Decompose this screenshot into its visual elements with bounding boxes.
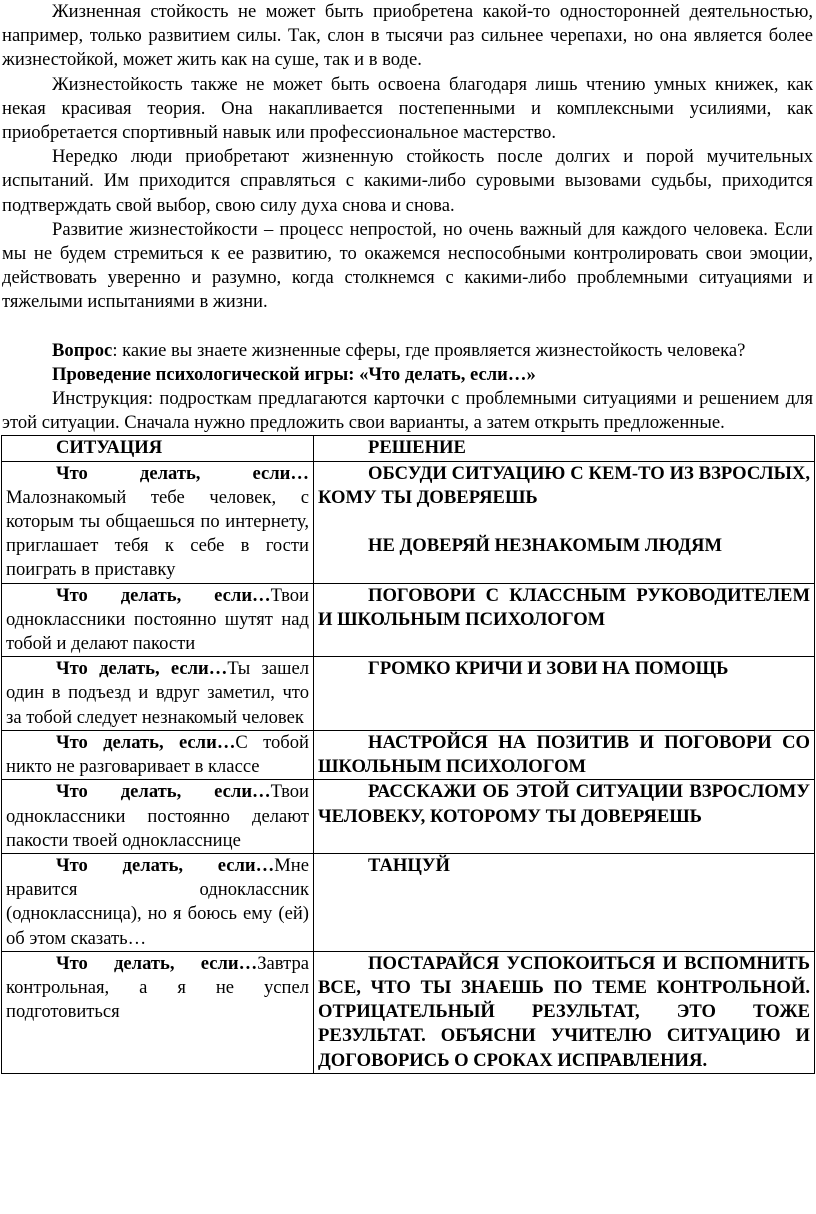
solution-cell: ПОСТАРАЙСЯ УСПОКОИТЬСЯ И ВСПОМНИТЬ ВСЕ, ЧТО ТЫ ЗНАЕШЬ ПО ТЕМЕ КОНТРОЛЬНОЙ. ОТРИЦАТЕЛЬНЫЙ РЕЗУЛЬТАТ, ЭТО ТОЖЕ РЕЗУЛЬТАТ. ОБЪЯСНИ УЧИТЕЛЮ СИТУАЦИЮ И ДОГОВОРИСЬ О СРОКАХ ИСПРАВЛЕНИЯ. (314, 951, 815, 1073)
solution-cell: РАССКАЖИ ОБ ЭТОЙ СИТУАЦИИ ВЗРОСЛОМУ ЧЕЛОВЕКУ, КОТОРОМУ ТЫ ДОВЕРЯЕШЬ (314, 780, 815, 854)
paragraph: Жизненная стойкость не может быть приобретена какой-то односторонней деятельностью, например, только развитием силы. Так, слон в тысячи раз сильнее черепахи, но она является более жизнестойкой, может жить как на суше, так и в воде. (2, 1, 813, 71)
situation-cell: Что делать, если…Твои одноклассники постоянно шутят над тобой и делают пакости (2, 583, 314, 657)
question-label: Вопрос (52, 339, 113, 361)
table-row (2, 780, 815, 854)
question-paragraph (2, 339, 813, 363)
situation-cell: Что делать, если…Малознакомый тебе человек, с которым ты общаешься по интернету, приглашает тебя к себе в гости поиграть в приставку (2, 461, 314, 583)
solution-cell: ПОГОВОРИ С КЛАССНЫМ РУКОВОДИТЕЛЕМ И ШКОЛЬНЫМ ПСИХОЛОГОМ (314, 583, 815, 657)
solution-cell: ГРОМКО КРИЧИ И ЗОВИ НА ПОМОЩЬ (314, 657, 815, 731)
table-row (2, 461, 815, 583)
table-row (2, 583, 815, 657)
intro-text (0, 0, 816, 435)
header-situation: СИТУАЦИЯ (2, 436, 314, 461)
situation-cell: Что делать, если…Твои одноклассники постоянно делают пакости твоей однокласснице (2, 780, 314, 854)
table-row (2, 657, 815, 731)
table-row (2, 853, 815, 951)
paragraph: Жизнестойкость также не может быть освоена благодаря лишь чтению умных книжек, как некая красивая теория. Она накапливается постепенными и комплексными усилиями, как приобретается спортивный навык или профессиональное мастерство. (2, 73, 813, 144)
solution-cell: НАСТРОЙСЯ НА ПОЗИТИВ И ПОГОВОРИ СО ШКОЛЬНЫМ ПСИХОЛОГОМ (314, 730, 815, 779)
paragraph: Развитие жизнестойкости – процесс непростой, но очень важный для каждого человека. Если мы не будем стремиться к ее развитию, то окажемся неспособными контролировать свои эмоции, действовать уверенно и разумно, когда столкнемся с какими-либо проблемными ситуациями и тяжелыми испытаниями в жизни. (2, 218, 813, 313)
solution-cell: ТАНЦУЙ (314, 853, 815, 951)
blank-line (2, 315, 813, 339)
situations-table (1, 435, 815, 1073)
instruction: Инструкция: подросткам предлагаются карточки с проблемными ситуациями и решением для этой ситуации. Сначала нужно предложить свои варианты, а затем открыть предложенные. (2, 388, 813, 434)
solution-cell: ОБСУДИ СИТУАЦИЮ С КЕМ-ТО ИЗ ВЗРОСЛЫХ, КОМУ ТЫ ДОВЕРЯЕШЬ НЕ ДОВЕРЯЙ НЕЗНАКОМЫМ ЛЮДЯМ (314, 461, 815, 583)
paragraph: Нередко люди приобретают жизненную стойкость после долгих и порой мучительных испытаний. Им приходится справляться с какими-либо суровыми вызовами судьбы, приходится подтверждать свой выбор, свою силу духа снова и снова. (2, 146, 813, 216)
situation-cell: Что делать, если…Завтра контрольная, а я не успел подготовиться (2, 951, 314, 1073)
question-text: : какие вы знаете жизненные сферы, где проявляется жизнестойкость человека? (112, 339, 746, 361)
table-row (2, 730, 815, 779)
table-header-row (2, 436, 815, 461)
situation-cell: Что делать, если…Ты зашел один в подъезд и вдруг заметил, что за тобой следует незнакомый человек (2, 657, 314, 731)
game-title: Проведение психологической игры: «Что делать, если…» (52, 363, 536, 385)
header-solution: РЕШЕНИЕ (314, 436, 815, 461)
situation-cell: Что делать, если…Мне нравится одноклассник (одноклассница), но я боюсь ему (ей) об этом сказать… (2, 853, 314, 951)
situation-cell: Что делать, если…С тобой никто не разговаривает в классе (2, 730, 314, 779)
table-row (2, 951, 815, 1073)
